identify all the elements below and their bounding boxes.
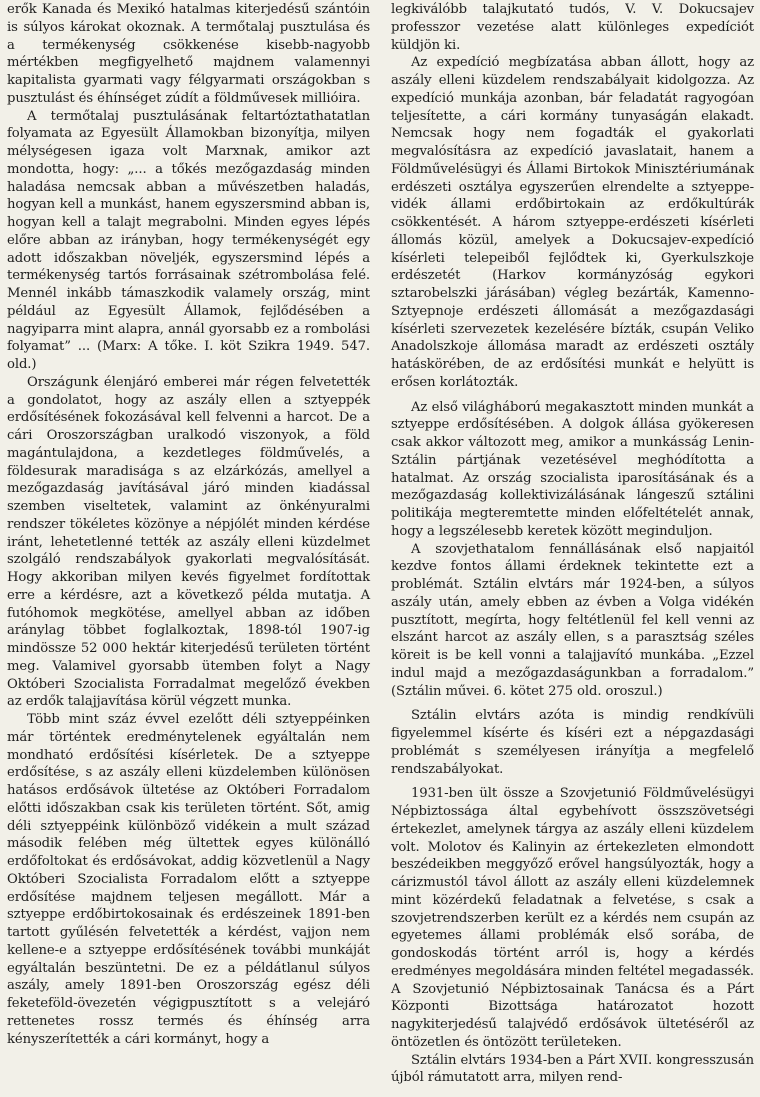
left-column	[7, 1, 370, 1097]
paragraph: Az első világháború megakasztott minden munkát a sztyeppe erdősítésében. A dolgok állása gyökeresen csak akkor változott meg, amikor a munkásság Lenin-Sztálin pártjának vezetésével meghódította a hatalmat. Az ország szocialista iparosításának és a mezőgazdaság kollektivizálásának lángeszű sztálini politikája megteremtette minden előfeltételét annak, hogy a legszélesebb keretek között megindulјon.	[391, 399, 754, 539]
paragraph: Sztálin elvtárs 1934-ben a Párt XVII. kongresszusán újból rámutatott arra, milyen rend-	[391, 1052, 754, 1086]
paragraph: A szovjethatalom fennállásának első napjaitól kezdve fontos állami érdeknek tekintette ezt a problémát. Sztálin elvtárs már 1924-ben, a súlyos aszály után, amely ebben az évben a Volga vidékén pusztított, megírta, hogy feltétlenül fel kell venni az elszánt harcot az aszály ellen, s a parasztság széles köreit is be kell vonni a talajjavító munkába. „Ezzel indul majd a mezőgazdaságunkban a forradalom.” (Sztálin művei. 6. kötet 275 old. oroszul.)	[391, 541, 754, 699]
paragraph: Több mint száz évvel ezelőtt déli sztyeppéinken már történtek eredménytelenek egyáltalán nem mondható erdősítési kísérletek. De a sztyeppe erdősítése, s az aszály elleni küzdelemben különösen hatásos erdősávok ültetése az Októberi Forradalom előtti időszakban csak kis területen történt. Sőt, amig déli sztyeppéink különböző vidékein a mult század második felében még ültettek egyes különálló erdőfoltokat és erdősávokat, addig közvetlenül a Nagy Októberi Szocialista Forradalom előtt a sztyeppe erdősítése majdnem teljesen megállott. Már a sztyeppe erdőbirtokosainak és erdészeinek 1891-ben tartott gyűlésén felvetették a kérdést, vajjon nem kellene-e a sztyeppe erdősítésének további munkáját egyáltalán beszüntetni. De ez a példátlanul súlyos aszály, amely 1891-ben Oroszország egész déli feketeföld-övezetén végigpusztított s a velejáró rettenetes rossz termés és éhínség arra kényszerítették a cári kormányt, hogy a	[7, 712, 370, 1047]
paragraph: 1931-ben ült össze a Szovjetunió Földművelésügyi Népbiztossága által egybehívott összszövetségi értekezlet, amelynek tárgya az aszály elleni küzdelem volt. Molotov és Kalinyin az értekezleten elmondott beszédeikben meggyőző erővel hangsúlyozták, hogy a cárizmustól távol állott az aszály elleni küzdelemnek mint közérdekű feladatnak a felvetése, s csak a szovjetrendszerben került ez a kérdés nem csupán az egyetemes állami problémák első sorába, de gondoskodás történt arról is, hogy a kérdés eredményes megoldására minden feltétel megadassék. A Szovjetunió Népbiztosainak Tanácsa és a Párt Központi Bizottsága határozatot hozott nagykiterjedésű talajvédő erdősávok ültetéséről az öntözetlen és öntözött területeken.	[391, 786, 754, 1050]
paragraph: Országunk élenjáró emberei már régen felvetették a gondolatot, hogy az aszály ellen a sztyeppék erdősítésének fokozásával kell felvenni a harcot. De a cári Oroszországban uralkodó viszonyok, a föld magántulajdona, a kezdetleges földművelés, a földesurak maradisága s az elzárkózás, amellyel a mezőgazdaság javításával járó minden kiadással szemben viseltetek, valamint az önkényuralmi rendszer tökéletes közönye a népjólét minden kérdése iránt, lehetetlenné tették az aszály elleni küzdelmet szolgáló rendszabályok gyakorlati megvalósítását. Hogy akkoriban milyen kevés figyelmet fordítottak erre a kérdésre, azt a következő példa mutatja. A futóhomok megkötése, amellyel abban az időben aránylag többet foglalkoztak, 1898-tól 1907-ig mindössze 52 000 hektár kiterjedésű területen történt meg. Valamivel gyorsabb ütemben folyt a Nagy Októberi Szocialista Forradalmat megelőző években az erdők talajjavítása körül végzett munka.	[7, 374, 370, 710]
paragraph: erők Kanada és Mexikó hatalmas kiterjedésű szántóin is súlyos károkat okoznak. A termőtalaj pusztulása és a termékenység csökkenése kisebb-nagyobb mértékben megfigyelhető majdnem valamennyi kapitalista gyarmati vagy félgyarmati országokban s pusztulást és éhínséget zúdít a földművesek millióira.	[7, 2, 370, 106]
right-column	[391, 1, 754, 1097]
paragraph: legkiválóbb talajkutató tudós, V. V. Dokucsajev professzor vezetése alatt különleges expedíciót küldjön ki.	[391, 2, 754, 53]
paragraph: A termőtalaj pusztulásának feltartóztathatatlan folyamata az Egyesült Államokban bizonyítja, milyen mélységesen igaza volt Marxnak, amikor azt mondotta, hogy: „... a tőkés mezőgazdaság minden haladása nemcsak abban a művészetben haladás, hogyan kell a munkást, hanem egyszersmind abban is, hogyan kell a talajt megrabolni. Minden egyes lépés előre abban az irányban, hogy termékenységét egy adott időszakban növeljék, egyszersmind lépés a termékenység tartós forrásainak szétrombolása felé. Mennél inkább támaszkodik valamely ország, mint például az Egyesült Államok, fejlődésében a nagyiparra mint alapra, annál gyorsabb ez a rombolási folyamat” ... (Marx: A tőke. I. köt Szikra 1949. 547. old.)	[7, 108, 370, 372]
paragraph: Az expedíció megbízatása abban állott, hogy az aszály elleni küzdelem rendszabályait kidolgozza. Az expedíció munkája azonban, bár feladatát ragyogóan teljesítette, a cári kormány tunyaságán elakadt. Nemcsak hogy nem fogadták el gyakorlati megvalósításra az expedíció javaslatait, hanem a Földművelésügyi és Állami Birtokok Minisztériumának erdészeti osztálya egyszerűen elrendelte a sztyeppe-vidék állami erdőbirtokain az erdőkultúrák csökkentését. A három sztyeppe-erdészeti kísérleti állomás közül, amelyek a Dokucsajev-expedíció kísérleti telepeiből fejlődtek ki, Gyerkulszkoje erdészetét (Harkov kormányzóság egykori sztarobelszki járásában) végleg bezárták, Kamenno-Sztyepnoje erdészeti állomását a mezőgazdasági kísérleti szervezetek kezelésére bízták, csupán Veliko Anadolszkoje állomása maradt az erdészeti osztály hatáskörében, de az erdősítési munkát e helyütt is erősen korlátozták.	[391, 55, 754, 390]
paragraph: Sztálin elvtárs azóta is mindig rendkívüli figyelemmel kísérte és kíséri ezt a népgazdasági problémát s személyesen irányítja a megfelelő rendszabályokat.	[391, 708, 754, 777]
